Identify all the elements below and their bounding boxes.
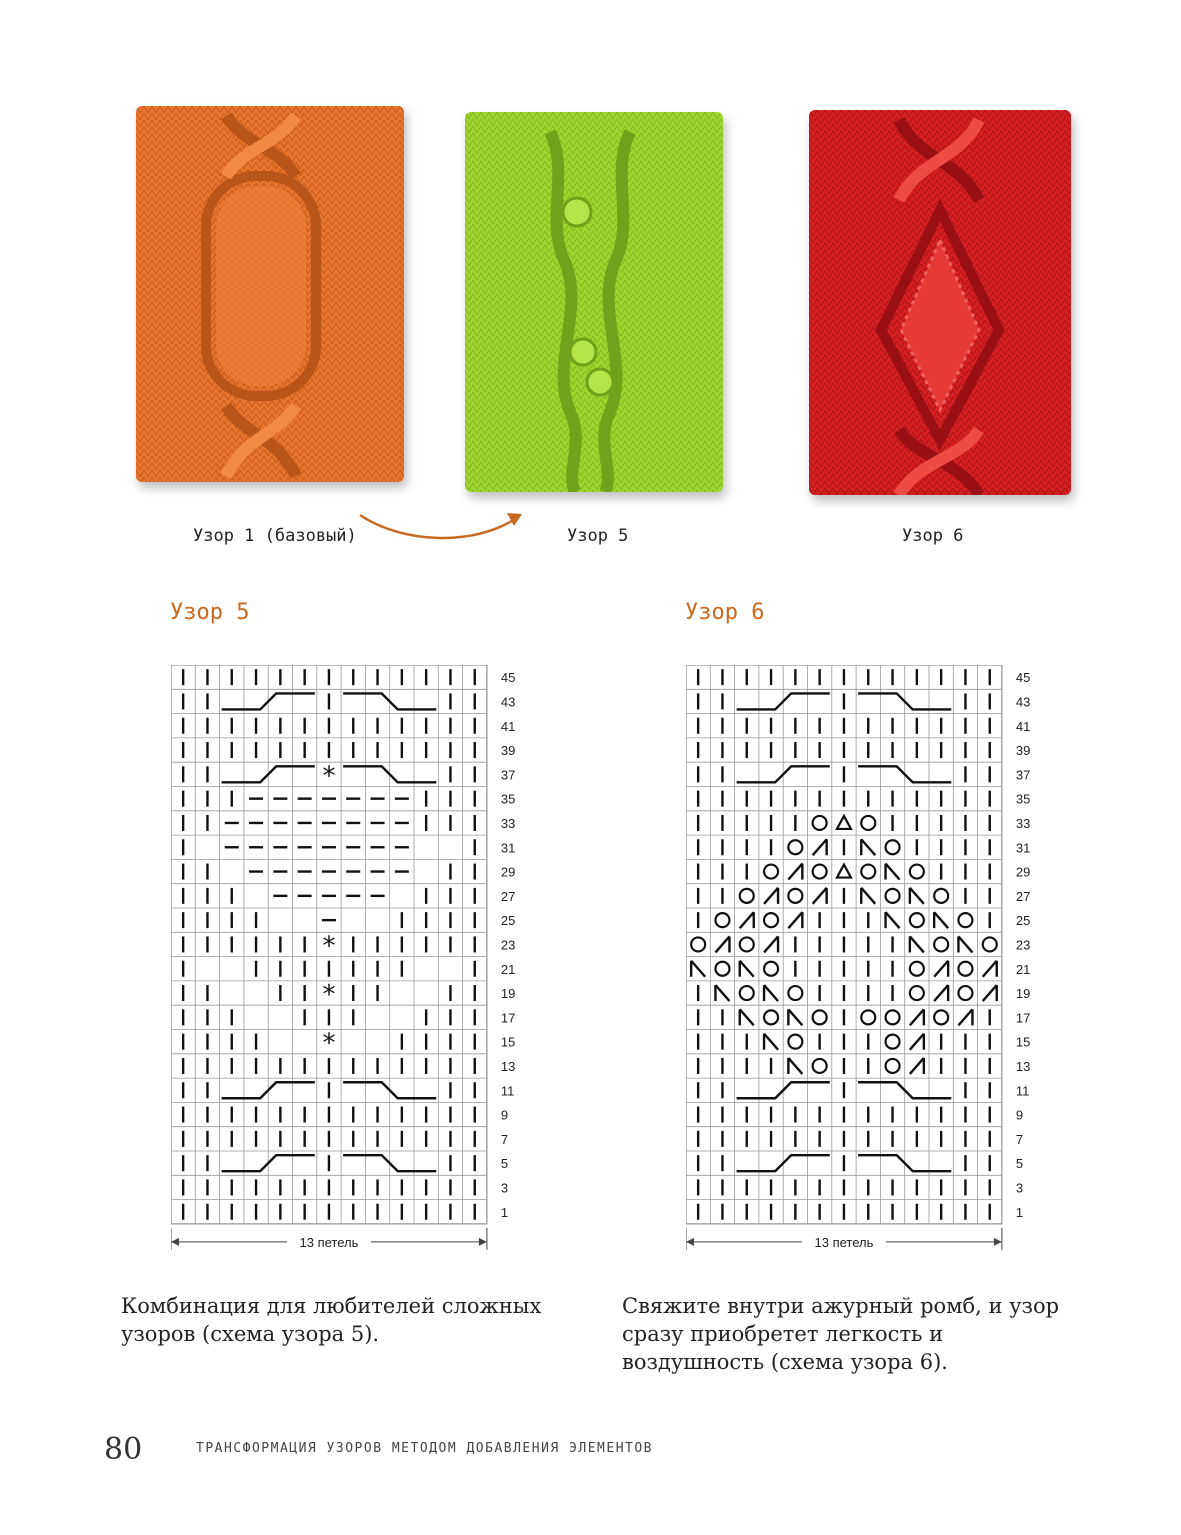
row-label: 13 — [1015, 1058, 1031, 1074]
row-label: 15 — [500, 1034, 516, 1050]
chart-heading-2: Узор 6 — [685, 600, 765, 625]
row-label: 45 — [1015, 670, 1031, 686]
chart-description-2: Свяжите внутри ажурный ромб, и узор сразу приобретет легкость и воздушность (схема узора 6). — [622, 1294, 1060, 1374]
photo-caption-2: Узор 5 — [567, 526, 629, 546]
row-label: 17 — [1015, 1010, 1031, 1026]
row-label: 17 — [500, 1010, 516, 1026]
row-label: 9 — [500, 1107, 509, 1123]
row-label: 29 — [500, 864, 516, 880]
row-label: 19 — [500, 986, 516, 1002]
row-label: 5 — [1015, 1156, 1024, 1172]
row-label: 1 — [500, 1204, 509, 1220]
row-label: 43 — [1015, 694, 1031, 710]
row-label: 23 — [500, 937, 516, 953]
chart-description-1: Комбинация для любителей сложных узоров (схема узора 5). — [121, 1294, 542, 1346]
knit-swatch-red-icon — [809, 110, 1071, 495]
dimension-arrow-left — [686, 1238, 694, 1246]
bobble-mark: * — [322, 761, 336, 792]
row-label: 31 — [1015, 840, 1031, 856]
bobble-mark: * — [322, 1028, 336, 1059]
row-label: 13 — [500, 1058, 516, 1074]
row-label: 7 — [500, 1131, 509, 1147]
row-label: 9 — [1015, 1107, 1024, 1123]
row-label: 37 — [1015, 767, 1031, 783]
chart-grid-2 — [686, 665, 1056, 1255]
row-label: 19 — [1015, 986, 1031, 1002]
row-label: 1 — [1015, 1204, 1024, 1220]
row-label: 5 — [500, 1156, 509, 1172]
row-label: 27 — [500, 888, 516, 904]
transform-arrow-icon — [355, 505, 530, 545]
row-label: 15 — [1015, 1034, 1031, 1050]
running-head: ТРАНСФОРМАЦИЯ УЗОРОВ МЕТОДОМ ДОБАВЛЕНИЯ ЭЛЕМЕНТОВ — [196, 1441, 654, 1456]
photo-caption-3: Узор 6 — [902, 526, 964, 546]
knit-swatch-green-icon — [465, 112, 723, 492]
row-label: 21 — [500, 961, 516, 977]
row-label: 39 — [1015, 743, 1031, 759]
row-label: 3 — [500, 1180, 509, 1196]
row-label: 45 — [500, 670, 516, 686]
dimension-arrow-right — [479, 1238, 487, 1246]
row-label: 11 — [500, 1083, 515, 1099]
row-label: 39 — [500, 743, 516, 759]
knitting-chart-2 — [686, 665, 1056, 1259]
row-label: 25 — [500, 913, 516, 929]
dimension-arrow-right — [994, 1238, 1002, 1246]
bobble-mark: * — [322, 931, 336, 962]
row-label: 41 — [1015, 718, 1031, 734]
row-label: 33 — [500, 815, 516, 831]
row-label: 11 — [1015, 1083, 1030, 1099]
row-label: 21 — [1015, 961, 1031, 977]
row-label: 35 — [1015, 791, 1031, 807]
row-label: 23 — [1015, 937, 1031, 953]
row-label: 33 — [1015, 815, 1031, 831]
row-label: 41 — [500, 718, 516, 734]
swatch-photo-3 — [809, 110, 1071, 495]
knit-swatch-orange-icon — [136, 106, 404, 482]
photo-caption-1: Узор 1 (базовый) — [193, 526, 357, 546]
width-label: 13 петель — [814, 1234, 874, 1250]
page-number: 80 — [104, 1432, 143, 1467]
row-label: 35 — [500, 791, 516, 807]
chart-grid-1 — [171, 665, 541, 1255]
row-label: 37 — [500, 767, 516, 783]
row-label: 7 — [1015, 1131, 1024, 1147]
row-label: 25 — [1015, 913, 1031, 929]
swatch-photo-2 — [465, 112, 723, 492]
swatch-photo-1 — [136, 106, 404, 482]
row-label: 29 — [1015, 864, 1031, 880]
width-label: 13 петель — [299, 1234, 359, 1250]
knitting-chart-1 — [171, 665, 541, 1259]
row-label: 3 — [1015, 1180, 1024, 1196]
bobble-mark: * — [322, 980, 336, 1011]
row-label: 27 — [1015, 888, 1031, 904]
dimension-arrow-left — [171, 1238, 179, 1246]
chart-heading-1: Узор 5 — [170, 600, 250, 625]
row-label: 43 — [500, 694, 516, 710]
row-label: 31 — [500, 840, 516, 856]
